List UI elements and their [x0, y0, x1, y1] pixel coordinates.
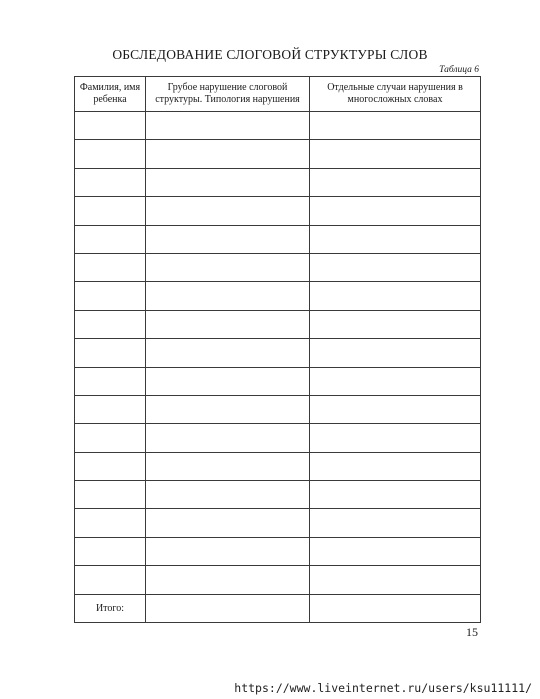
table-row	[75, 140, 481, 168]
table-cell	[75, 310, 146, 338]
table-cell	[310, 452, 481, 480]
table-cell	[75, 367, 146, 395]
table-cell	[75, 509, 146, 537]
table-row	[75, 112, 481, 140]
table-cell	[310, 197, 481, 225]
table-row	[75, 282, 481, 310]
table-cell	[310, 282, 481, 310]
table-cell	[310, 112, 481, 140]
table-cell	[75, 282, 146, 310]
table-cell	[146, 197, 310, 225]
table-row	[75, 481, 481, 509]
table-cell	[75, 395, 146, 423]
table-cell	[310, 225, 481, 253]
table-cell	[75, 112, 146, 140]
column-header-gross-violation: Грубое нарушение слоговой структуры. Типология нарушения	[146, 77, 310, 112]
page-number: 15	[466, 625, 478, 639]
table-cell	[146, 481, 310, 509]
table-cell	[75, 566, 146, 594]
table-cell	[146, 140, 310, 168]
table-cell	[75, 339, 146, 367]
table-cell	[75, 168, 146, 196]
table-cell	[146, 339, 310, 367]
table-cell	[75, 424, 146, 452]
table-cell	[146, 168, 310, 196]
table-row	[75, 367, 481, 395]
table-cell	[146, 310, 310, 338]
table-row	[75, 509, 481, 537]
table-cell	[75, 253, 146, 281]
table-row	[75, 168, 481, 196]
table-cell	[75, 452, 146, 480]
page-title: ОБСЛЕДОВАНИЕ СЛОГОВОЙ СТРУКТУРЫ СЛОВ	[112, 47, 428, 62]
total-row	[75, 594, 481, 622]
table-cell	[310, 566, 481, 594]
table-cell	[146, 282, 310, 310]
table-row	[75, 566, 481, 594]
table-cell	[310, 140, 481, 168]
table-cell	[310, 310, 481, 338]
table-row	[75, 197, 481, 225]
table-cell	[75, 140, 146, 168]
table-cell	[146, 537, 310, 565]
table-cell	[310, 509, 481, 537]
table-row	[75, 452, 481, 480]
table-cell	[310, 481, 481, 509]
table-cell	[310, 367, 481, 395]
table-cell	[146, 509, 310, 537]
table-row	[75, 395, 481, 423]
table-row	[75, 253, 481, 281]
table-cell	[146, 452, 310, 480]
table-cell	[310, 168, 481, 196]
table-row	[75, 537, 481, 565]
table-row	[75, 424, 481, 452]
table-row	[75, 225, 481, 253]
table-cell	[310, 395, 481, 423]
table-cell	[146, 594, 310, 622]
table-cell	[310, 253, 481, 281]
watermark-url: https://www.liveinternet.ru/users/ksu11111/	[234, 681, 532, 695]
table-caption: Таблица 6	[439, 65, 479, 75]
table-cell	[310, 537, 481, 565]
table-row	[75, 310, 481, 338]
table-row	[75, 339, 481, 367]
table-cell	[310, 339, 481, 367]
table-cell	[146, 225, 310, 253]
total-label: Итого:	[75, 594, 146, 622]
table-cell	[310, 594, 481, 622]
table-cell	[75, 197, 146, 225]
survey-table	[74, 76, 481, 623]
table-body	[75, 112, 481, 623]
table-cell	[146, 566, 310, 594]
table-cell	[75, 225, 146, 253]
table-cell	[75, 537, 146, 565]
table-header-row	[75, 77, 481, 112]
table-cell	[146, 112, 310, 140]
table-cell	[146, 395, 310, 423]
table-cell	[146, 367, 310, 395]
column-header-isolated-cases: Отдельные случаи нарушения в многосложных словах	[310, 77, 481, 112]
table-cell	[146, 253, 310, 281]
table-cell	[146, 424, 310, 452]
table-cell	[310, 424, 481, 452]
table-cell	[75, 481, 146, 509]
column-header-child-name: Фамилия, имя ребенка	[75, 77, 146, 112]
